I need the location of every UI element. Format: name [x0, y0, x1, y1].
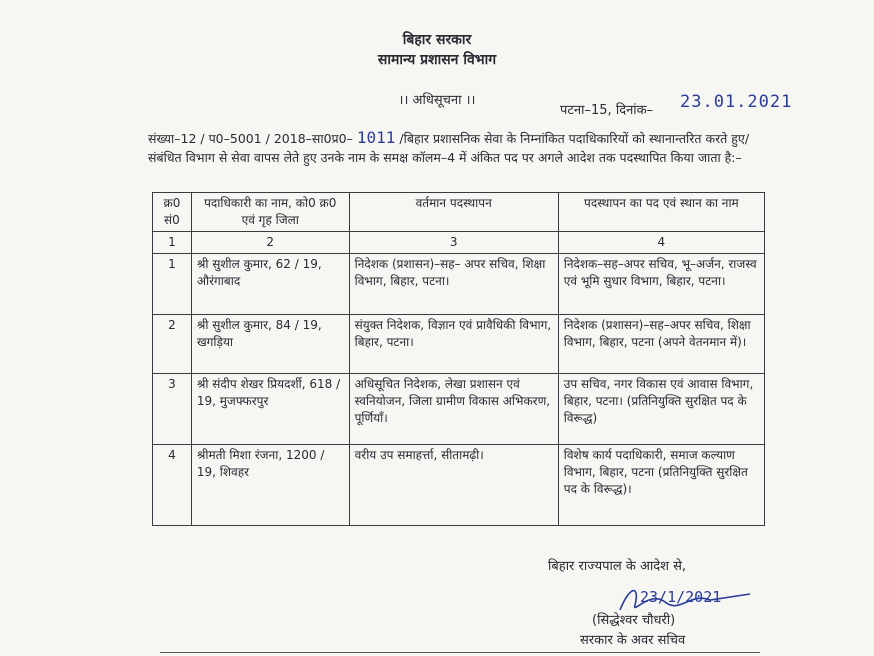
cell-current-posting: संयुक्त निदेशक, विज्ञान एवं प्रावैधिकी विभाग, बिहार, पटना। — [349, 315, 558, 374]
notification-paragraph — [148, 128, 768, 167]
header-current-posting: वर्तमान पदस्थापन — [349, 193, 558, 232]
table-row — [153, 374, 765, 445]
place-date-prefix: पटना–15, दिनांक– — [560, 103, 654, 118]
table-row — [153, 254, 765, 315]
notice-title: ।। अधिसूचना ।। — [398, 93, 476, 108]
cell-current-posting: निदेशक (प्रशासन)–सह– अपर सचिव, शिक्षा विभाग, बिहार, पटना। — [349, 254, 558, 315]
posting-table — [152, 192, 765, 526]
handwritten-sign-date: 23/1/2021 — [640, 588, 722, 606]
cell-current-posting: अधिसूचित निदेशक, लेखा प्रशासन एवं स्वनियोजन, जिला ग्रामीण विकास अभिकरण, पूर्णियाँ। — [349, 374, 558, 445]
signer-name: (सिद्धेश्वर चौधरी) — [592, 613, 676, 628]
table-row — [153, 315, 765, 374]
header-new-posting: पदस्थापन का पद एवं स्थान का नाम — [558, 193, 764, 232]
cell-name: श्री सुशील कुमार, 84 / 19, खगड़िया — [191, 315, 349, 374]
column-number: 1 — [153, 232, 192, 254]
cell-new-posting: निदेशक (प्रशासन)–सह–अपर सचिव, शिक्षा विभाग, बिहार, पटना (अपने वेतनमान में)। — [558, 315, 764, 374]
cell-new-posting: उप सचिव, नगर विकास एवं आवास विभाग, बिहार, पटना। (प्रतिनियुक्ति सुरक्षित पद के विरूद्ध) — [558, 374, 764, 445]
column-number: 3 — [349, 232, 558, 254]
cell-name: श्रीमती मिशा रंजना, 1200 / 19, शिवहर — [191, 445, 349, 526]
table-header-row — [153, 193, 765, 232]
header-sno: क्र0 सं0 — [153, 193, 192, 232]
cell-sno: 4 — [153, 445, 192, 526]
cell-sno: 1 — [153, 254, 192, 315]
department-heading: सामान्य प्रशासन विभाग — [377, 52, 497, 68]
cell-new-posting: विशेष कार्य पदाधिकारी, समाज कल्याण विभाग, बिहार, पटना (प्रतिनियुक्ति सुरक्षित पद के विरूद्ध)। — [558, 445, 764, 526]
handwritten-date: 23.01.2021 — [680, 92, 793, 112]
signer-designation: सरकार के अवर सचिव — [580, 633, 686, 648]
cell-new-posting: निदेशक–सह–अपर सचिव, भू–अर्जन, राजस्व एवं भूमि सुधार विभाग, बिहार, पटना। — [558, 254, 764, 315]
column-number: 4 — [558, 232, 764, 254]
cell-name: श्री सुशील कुमार, 62 / 19, औरंगाबाद — [191, 254, 349, 315]
table-row — [153, 445, 765, 526]
order-line: बिहार राज्यपाल के आदेश से, — [548, 559, 687, 574]
cell-sno: 3 — [153, 374, 192, 445]
column-number: 2 — [191, 232, 349, 254]
paragraph-text: /बिहार प्रशासनिक सेवा के निम्नांकित पदाधिकारियों को स्थानान्तरित करते हुए/संबंधित विभाग से सेवा वापस लेते हुए उनके नाम के समक्ष कॉलम–4 में अंकित पद पर अगले आदेश तक पदस्थापित किया जाता है:– — [148, 131, 750, 165]
cell-name: श्री संदीप शेखर प्रियदर्शी, 618 / 19, मुजफ्फरपुर — [191, 374, 349, 445]
government-heading: बिहार सरकार — [402, 32, 472, 48]
cell-sno: 2 — [153, 315, 192, 374]
reference-prefix: संख्या–12 / प0–5001 / 2018–सा0प्र0– — [148, 131, 353, 146]
bottom-divider — [160, 652, 760, 653]
column-number-row — [153, 232, 765, 254]
header-name: पदाधिकारी का नाम, को0 क्र0 एवं गृह जिला — [191, 193, 349, 232]
handwritten-number: 1011 — [356, 128, 396, 147]
cell-current-posting: वरीय उप समाहर्त्ता, सीतामढ़ी। — [349, 445, 558, 526]
